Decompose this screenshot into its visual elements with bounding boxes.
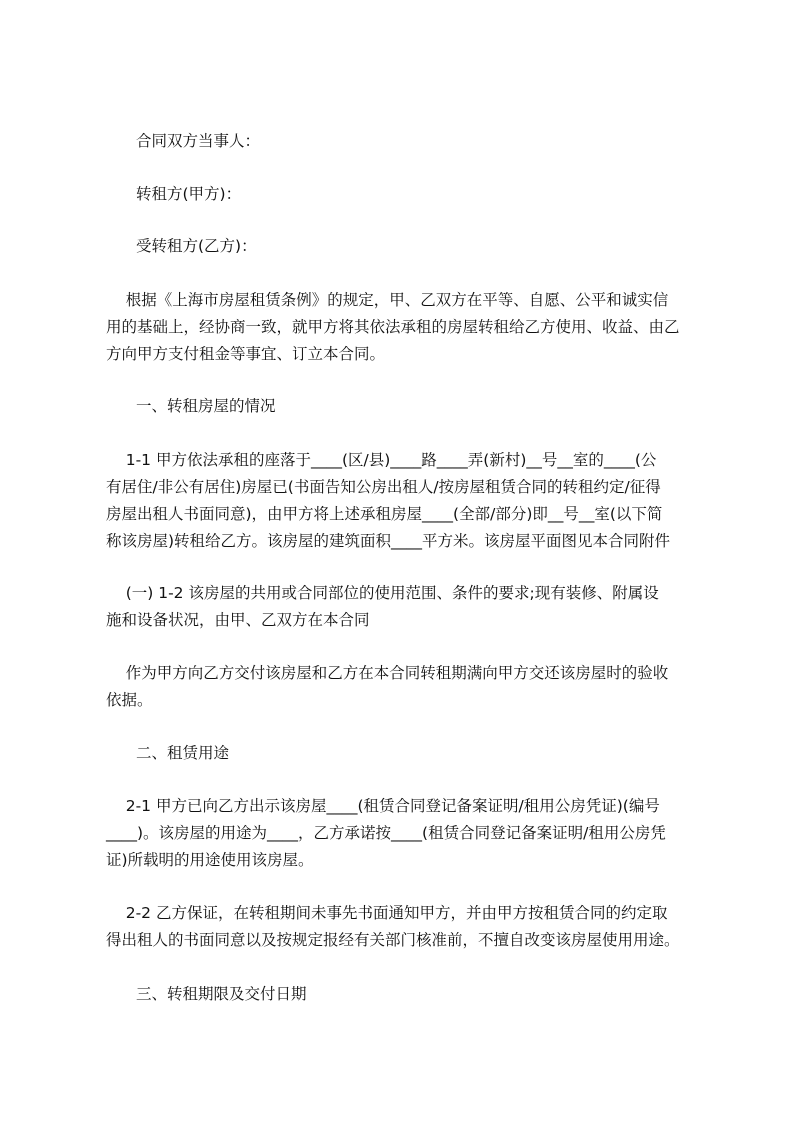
preamble-line: 根据《上海市房屋租赁条例》的规定，甲、乙双方在平等、自愿、公平和诚实信	[106, 291, 669, 309]
clause-line: 施和设备状况，由甲、乙双方在本合同	[106, 611, 370, 629]
clause-line: 2-1 甲方已向乙方出示该房屋____(租赁合同登记备案证明/租用公房凭证)(编号	[106, 797, 660, 815]
section1-title: 一、转租房屋的情况	[136, 397, 276, 415]
clause-line: 有居住/非公有居住)房屋已(书面告知公房出租人/按房屋租赁合同的转租约定/征得	[106, 478, 661, 496]
clause-1-1	[106, 447, 716, 555]
clause-line: 依据。	[106, 691, 153, 709]
preamble-line: 方向甲方支付租金等事宜、订立本合同。	[106, 345, 386, 363]
clause-1-2	[106, 580, 716, 634]
clause-line: 2-2 乙方保证，在转租期间未事先书面通知甲方，并由甲方按租赁合同的约定取	[106, 904, 668, 922]
clause-2-1	[106, 793, 716, 874]
clause-line: 称该房屋)转租给乙方。该房屋的建筑面积____平方米。该房屋平面图见本合同附件	[106, 532, 671, 550]
section2-title: 二、租赁用途	[136, 744, 230, 762]
clause-line: ____)。该房屋的用途为____，乙方承诺按____(租赁合同登记备案证明/租用公房凭	[106, 824, 666, 842]
clause-line: 1-1 甲方依法承租的座落于____(区/县)____路____弄(新村)__号__室的____(公	[106, 451, 657, 469]
parties-heading: 合同双方当事人：	[136, 132, 261, 150]
lessee-label: 受转租方(乙方)：	[136, 237, 257, 255]
acceptance-paragraph	[106, 660, 716, 714]
clause-line: 得出租人的书面同意以及按规定报经有关部门核准前，不擅自改变该房屋使用用途。	[106, 931, 680, 949]
lessor-label: 转租方(甲方)：	[136, 185, 242, 203]
section3-title: 三、转租期限及交付日期	[136, 985, 307, 1003]
clause-line: 房屋出租人书面同意)，由甲方将上述承租房屋____(全部/部分)即__号__室(以下简	[106, 505, 663, 523]
clause-line: 作为甲方向乙方交付该房屋和乙方在本合同转租期满向甲方交还该房屋时的验收	[106, 664, 669, 682]
preamble-paragraph	[106, 287, 716, 368]
clause-line: (一) 1-2 该房屋的共用或合同部位的使用范围、条件的要求;现有装修、附属设	[106, 584, 659, 602]
preamble-line: 用的基础上，经协商一致，就甲方将其依法承租的房屋转租给乙方使用、收益、由乙	[106, 318, 680, 336]
clause-2-2	[106, 900, 716, 954]
clause-line: 证)所载明的用途使用该房屋。	[106, 851, 314, 869]
